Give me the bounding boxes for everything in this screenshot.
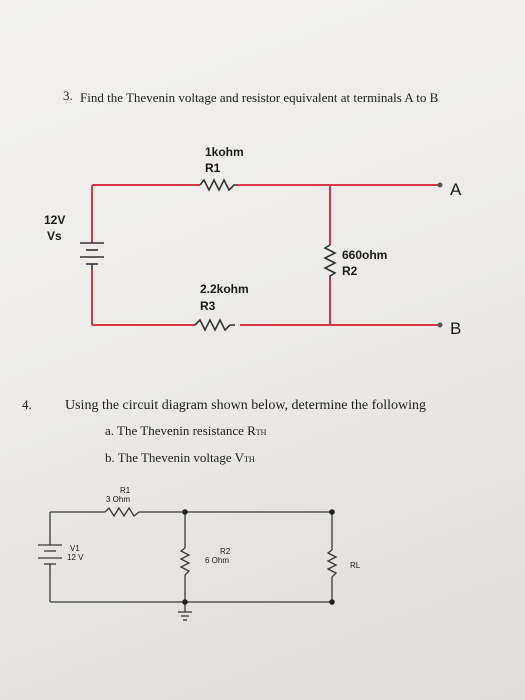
r3-name-label: R3 [200,299,216,313]
problem-3-question: Find the Thevenin voltage and resistor equivalent at terminals A to B [80,90,439,105]
item-a-text: a. The Thevenin resistance R [105,423,256,438]
problem-4-number: 4. [22,397,32,412]
r2-value-label: 660ohm [342,248,388,262]
item-b-subscript: TH [244,455,255,464]
r1-name-label: R1 [205,161,221,175]
vs-value-label: 12V [44,213,66,227]
r2-name-label: R2 [342,264,358,278]
c2-r1-resistor-symbol [105,508,150,516]
c2-rl-resistor-symbol [328,550,336,577]
c2-r2-value-label: 6 Ohm [205,556,230,565]
c2-node-top-right [329,509,335,515]
terminal-a-label: A [450,180,462,199]
vs-name-label: Vs [47,229,62,243]
c2-node-top-mid [182,509,188,515]
c2-r1-name-label: R1 [120,486,131,495]
terminal-b-label: B [450,319,462,338]
c2-v1-name-label: V1 [70,544,80,553]
c2-r1-value-label: 3 Ohm [106,495,131,504]
c2-ground-symbol [178,612,192,620]
c2-node-bottom-mid [182,599,188,605]
r1-value-label: 1kohm [205,145,244,159]
c2-battery-v1-symbol [38,545,62,568]
c2-rl-name-label: RL [350,561,361,570]
c2-r2-resistor-symbol [181,548,189,575]
r3-value-label: 2.2kohm [200,282,249,296]
c2-v1-value-label: 12 V [67,553,84,562]
c2-r2-name-label: R2 [220,547,231,556]
problem-3-number: 3. [63,88,73,103]
problem-4-question: Using the circuit diagram shown below, determine the following [65,398,427,413]
item-a-subscript: TH [255,428,267,437]
c2-node-bottom-right [329,599,335,605]
item-b-text: b. The Thevenin voltage V [105,450,245,465]
